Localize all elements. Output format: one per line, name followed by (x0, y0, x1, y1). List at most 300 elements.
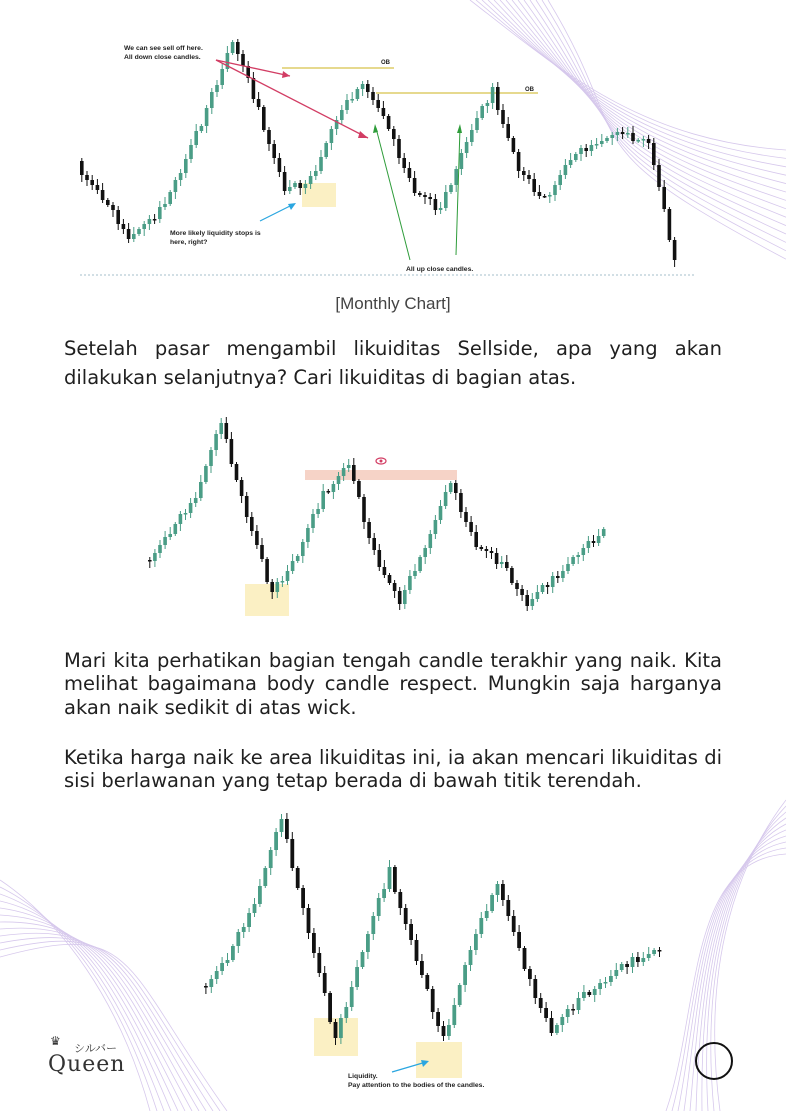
candle-body (577, 998, 581, 1010)
candle-body (158, 207, 162, 219)
candle-body (236, 932, 240, 946)
candle-body (515, 583, 519, 589)
candle-body (347, 465, 351, 468)
candle-body (556, 576, 560, 578)
candle-body (485, 549, 489, 551)
candle-body (673, 240, 677, 260)
candle-body (434, 199, 438, 210)
candle-body (475, 118, 479, 130)
candle-body (404, 908, 408, 924)
candle-body (250, 517, 254, 531)
candle-body (210, 92, 214, 108)
candle-body (174, 524, 178, 534)
candle-body (469, 522, 473, 532)
candle-body (204, 466, 208, 482)
candle-body (495, 553, 499, 564)
candle-body (398, 591, 402, 604)
candle-body (522, 171, 526, 175)
candle-body (226, 960, 230, 963)
candle-body (532, 179, 536, 192)
candle-body (576, 555, 580, 557)
green-arrow-1 (376, 128, 410, 260)
candle-body (469, 950, 473, 965)
candle-body (371, 916, 375, 934)
candle-body (626, 133, 630, 135)
candle-body (551, 576, 555, 587)
candle-body (652, 950, 656, 954)
candle-body (402, 158, 406, 168)
candle-body (531, 599, 535, 606)
candle-body (257, 99, 261, 107)
candle-body (137, 229, 141, 234)
candle-body (408, 168, 412, 178)
candle-body (490, 551, 494, 553)
candle-body (614, 970, 618, 976)
candle-body (647, 139, 651, 143)
candle-body (553, 185, 557, 195)
candle-body (199, 482, 203, 498)
candle-body (350, 987, 354, 1007)
candle-body (205, 108, 209, 126)
candle-body (541, 585, 545, 592)
green-arrow-2-head (457, 124, 462, 133)
candle-body (527, 175, 531, 179)
candle-body (225, 423, 229, 439)
candle-body (342, 468, 346, 476)
candle-body (662, 187, 666, 209)
candle-body (388, 575, 392, 583)
candle-body (459, 493, 463, 512)
brand-japanese-text: シルバー (74, 1042, 117, 1055)
candle-body (434, 520, 438, 534)
candle-body (189, 503, 193, 513)
candle-body (555, 1025, 559, 1033)
candle-body (339, 1018, 343, 1038)
candle-body (625, 964, 629, 967)
candle-body (274, 832, 278, 850)
candle-body (352, 465, 356, 481)
candle-body (85, 175, 89, 180)
candle-body (641, 958, 645, 962)
candle-body (309, 176, 313, 184)
candle-body (449, 483, 453, 492)
candle-body (496, 884, 500, 895)
candle-body (439, 208, 443, 210)
candle-body (496, 87, 500, 110)
candle-body (247, 913, 251, 927)
candle-body (523, 948, 527, 969)
candle-body (550, 1018, 554, 1033)
candle-body (543, 196, 547, 198)
candle-body (464, 512, 468, 522)
candle-body (269, 850, 273, 868)
candle-body (288, 187, 292, 191)
candle-body (652, 143, 656, 165)
candle-body (382, 108, 386, 116)
candle-body (505, 562, 509, 568)
candle-body (420, 961, 424, 975)
candle-body (582, 548, 586, 555)
candle-body (307, 908, 311, 933)
candle-body (209, 450, 213, 466)
candle-body (362, 497, 366, 522)
crown-icon: ♛ (50, 1034, 61, 1048)
candle-body (168, 534, 172, 537)
candle-body (340, 110, 344, 120)
candle-body (528, 969, 532, 979)
candle-body (647, 954, 651, 958)
candle-body (372, 538, 376, 550)
candle-body (587, 992, 591, 995)
up-close-annotation: All up close candles. (406, 266, 474, 273)
candle-body (444, 492, 448, 506)
candle-body (291, 561, 295, 571)
candle-body (242, 927, 246, 932)
candle-body (101, 190, 105, 200)
candle-body (209, 979, 213, 987)
candle-body (304, 184, 308, 188)
candle-body (219, 423, 223, 434)
eye-icon (376, 458, 386, 464)
candle-body (418, 557, 422, 571)
candle-body (255, 531, 259, 545)
candle-body (153, 553, 157, 561)
candle-body (480, 106, 484, 118)
candle-body (231, 42, 235, 53)
candle-body (306, 528, 310, 542)
third-candlestick-chart (196, 810, 696, 1092)
candle-body (194, 498, 198, 503)
candle-body (366, 84, 370, 92)
blue-arrow (260, 204, 294, 221)
candle-body (280, 819, 284, 832)
candle-body (293, 183, 297, 187)
candle-body (423, 195, 427, 197)
candle-body (285, 819, 289, 839)
candle-body (590, 145, 594, 151)
candle-body (344, 1007, 348, 1018)
candle-body (314, 171, 318, 176)
candle-body (371, 92, 375, 100)
candle-body (361, 84, 365, 89)
candle-body (319, 157, 323, 171)
candle-body (480, 547, 484, 549)
candle-body (544, 1008, 548, 1018)
candle-body (324, 143, 328, 157)
candle-body (179, 173, 183, 180)
candle-body (168, 192, 172, 204)
candle-body (327, 491, 331, 493)
candle-body (301, 888, 305, 908)
candle-body (474, 934, 478, 950)
liquidity-highlight-zone (245, 584, 289, 616)
candle-body (106, 200, 110, 205)
candle-body (345, 100, 349, 110)
candle-body (361, 952, 365, 967)
candle-body (298, 183, 302, 188)
candle-body (442, 1026, 446, 1036)
candle-body (500, 562, 504, 564)
candle-body (392, 129, 396, 139)
candle-body (454, 483, 458, 493)
candle-body (409, 924, 413, 940)
candle-body (582, 992, 586, 998)
candle-body (423, 548, 427, 557)
candle-body (597, 536, 601, 543)
candle-body (252, 78, 256, 99)
candle-body (122, 224, 126, 229)
candle-body (332, 484, 336, 492)
candle-body (245, 496, 249, 517)
candle-body (189, 145, 193, 159)
candle-body (142, 224, 146, 229)
candle-body (415, 940, 419, 961)
candle-body (447, 1025, 451, 1036)
candle-body (357, 481, 361, 497)
candle-body (376, 100, 380, 108)
candle-body (204, 986, 208, 988)
candle-body (548, 195, 552, 197)
candle-body (491, 87, 495, 103)
candle-body (393, 867, 397, 892)
candle-body (621, 132, 625, 134)
candle-body (602, 529, 606, 536)
candle-body (158, 545, 162, 553)
candle-body (408, 576, 412, 590)
candle-body (215, 971, 219, 979)
candle-body (512, 138, 516, 152)
candle-body (479, 918, 483, 934)
candle-body (179, 514, 183, 524)
candle-body (290, 839, 294, 868)
candle-body (330, 129, 334, 143)
candle-body (636, 957, 640, 962)
second-chart-candles (148, 417, 606, 611)
candle-body (383, 567, 387, 575)
candle-body (148, 219, 152, 224)
sell-off-annotation: We can see sell off here. All down close candles. (124, 45, 203, 61)
candle-body (474, 532, 478, 547)
candle-body (425, 975, 429, 989)
candle-body (321, 491, 325, 509)
candle-body (592, 541, 596, 543)
candle-body (604, 982, 608, 984)
candle-body (569, 160, 573, 165)
candle-body (262, 107, 266, 130)
candle-body (631, 133, 635, 141)
candle-body (486, 103, 490, 106)
candle-body (235, 464, 239, 480)
candle-body (153, 219, 157, 221)
candle-body (429, 534, 433, 548)
paragraph-2: Mari kita perhatikan bagian tengah candle terakhir yang naik. Kita melihat bagaimana body candle respect. Mungkin saja harganya akan naik sedikit di atas wick. (64, 649, 722, 719)
candle-body (323, 973, 327, 993)
candle-body (428, 197, 432, 199)
candle-body (312, 933, 316, 953)
red-arrow-1-head (282, 71, 290, 78)
candle-body (316, 509, 320, 514)
red-arrow-2 (216, 60, 368, 138)
candle-body (558, 175, 562, 185)
candle-body (525, 595, 529, 606)
candle-body (184, 159, 188, 173)
liquidity-stops-annotation: More likely liquidity stops is here, right? (170, 230, 261, 246)
candle-body (538, 192, 542, 196)
candle-body (301, 542, 305, 556)
candle-body (366, 934, 370, 952)
brand-logo (44, 1034, 144, 1082)
candle-body (296, 868, 300, 888)
candle-body (600, 141, 604, 144)
candle-body (657, 165, 661, 187)
candle-body (510, 568, 514, 583)
candle-body (270, 582, 274, 592)
candle-body (574, 154, 578, 160)
candle-body (436, 1012, 440, 1026)
candle-body (367, 522, 371, 538)
candle-body (595, 144, 599, 146)
candle-body (132, 234, 136, 239)
candle-body (260, 545, 264, 559)
candle-body (587, 541, 591, 548)
candle-body (506, 900, 510, 916)
candle-body (449, 185, 453, 192)
candle-body (334, 1022, 338, 1038)
candle-body (584, 148, 588, 151)
candle-body (458, 985, 462, 1005)
candle-body (631, 957, 635, 967)
candle-body (413, 178, 417, 193)
candle-body (512, 916, 516, 932)
candle-body (465, 142, 469, 153)
candle-body (265, 559, 269, 582)
candle-body (418, 193, 422, 195)
candle-body (463, 965, 467, 985)
candle-body (470, 130, 474, 142)
candle-body (454, 169, 458, 185)
candle-body (533, 979, 537, 998)
monthly-candlestick-chart (76, 20, 710, 286)
candle-body (579, 148, 583, 154)
candle-body (116, 210, 120, 224)
candle-body (620, 964, 624, 970)
candle-body (194, 131, 198, 145)
candle-body (616, 132, 620, 135)
candle-body (278, 158, 282, 172)
candle-body (378, 550, 382, 567)
candle-body (431, 989, 435, 1012)
candle-body (317, 953, 321, 973)
candle-body (566, 1009, 570, 1017)
candle-body (127, 229, 131, 239)
candle-body (517, 932, 521, 948)
liquidity-annotation: Liquidity. Pay attention to the bodies of the candles. (348, 1073, 485, 1089)
candle-body (460, 153, 464, 169)
candle-body (240, 480, 244, 496)
candle-body (561, 571, 565, 578)
candle-body (439, 506, 443, 520)
candle-body (609, 976, 613, 982)
candle-body (388, 867, 392, 889)
candle-body (272, 144, 276, 158)
candle-body (403, 590, 407, 604)
candle-body (571, 557, 575, 564)
candle-body (393, 583, 397, 591)
candle-body (571, 1009, 575, 1011)
candle-body (263, 868, 267, 886)
candle-body (184, 513, 188, 515)
candle-body (111, 205, 115, 210)
candle-body (281, 581, 285, 583)
candle-body (220, 963, 224, 971)
candle-body (220, 69, 224, 85)
candle-body (593, 989, 597, 995)
candle-body (564, 165, 568, 175)
candle-body (398, 892, 402, 908)
resistance-zone (305, 470, 457, 480)
candle-body (452, 1005, 456, 1025)
paragraph-1: Setelah pasar mengambil likuiditas Sellside, apa yang akan dilakukan selanjutnya? Cari likuiditas di bagian atas. (64, 337, 722, 390)
candle-body (241, 54, 245, 66)
candle-body (506, 124, 510, 138)
candle-body (276, 582, 280, 592)
second-candlestick-chart (140, 404, 640, 634)
candle-body (560, 1017, 564, 1025)
candle-body (163, 537, 167, 545)
candle-body (174, 180, 178, 192)
candle-body (283, 172, 287, 191)
candle-body (350, 99, 354, 101)
candle-body (517, 152, 521, 171)
candle-body (311, 514, 315, 528)
green-arrow-1-head (373, 124, 378, 133)
brand-name: Queen (48, 1052, 126, 1077)
candle-body (148, 560, 152, 562)
liquidity-highlight-zone-2 (416, 1042, 462, 1078)
candle-body (610, 135, 614, 138)
candle-body (566, 564, 570, 571)
candle-body (501, 110, 505, 124)
candle-body (598, 983, 602, 989)
candle-body (200, 126, 204, 131)
candle-body (214, 434, 218, 450)
candle-body (231, 946, 235, 960)
candle-body (387, 116, 391, 129)
candle-body (258, 886, 262, 904)
candle-body (377, 898, 381, 916)
candle-body (658, 950, 662, 952)
candle-body (490, 895, 494, 911)
candle-body (413, 571, 417, 576)
candle-body (337, 476, 341, 484)
candle-body (520, 589, 524, 595)
page-number-circle (695, 1042, 733, 1080)
candle-body (286, 571, 290, 581)
candle-body (230, 439, 234, 464)
candle-body (296, 556, 300, 561)
ob-label-2: OB (525, 87, 534, 93)
candle-body (267, 130, 271, 144)
candle-body (253, 904, 257, 913)
ob-label-1: OB (381, 60, 390, 66)
paragraph-3: Ketika harga naik ke area likuiditas ini, ia akan mencari likuiditas di sisi berlawanan yang tetap berada di bawah titik terendah. (64, 746, 722, 793)
candle-body (605, 138, 609, 141)
candle-body (546, 585, 550, 587)
candle-body (501, 884, 505, 900)
candle-body (90, 180, 94, 185)
candle-body (236, 42, 240, 54)
candle-body (668, 209, 672, 240)
